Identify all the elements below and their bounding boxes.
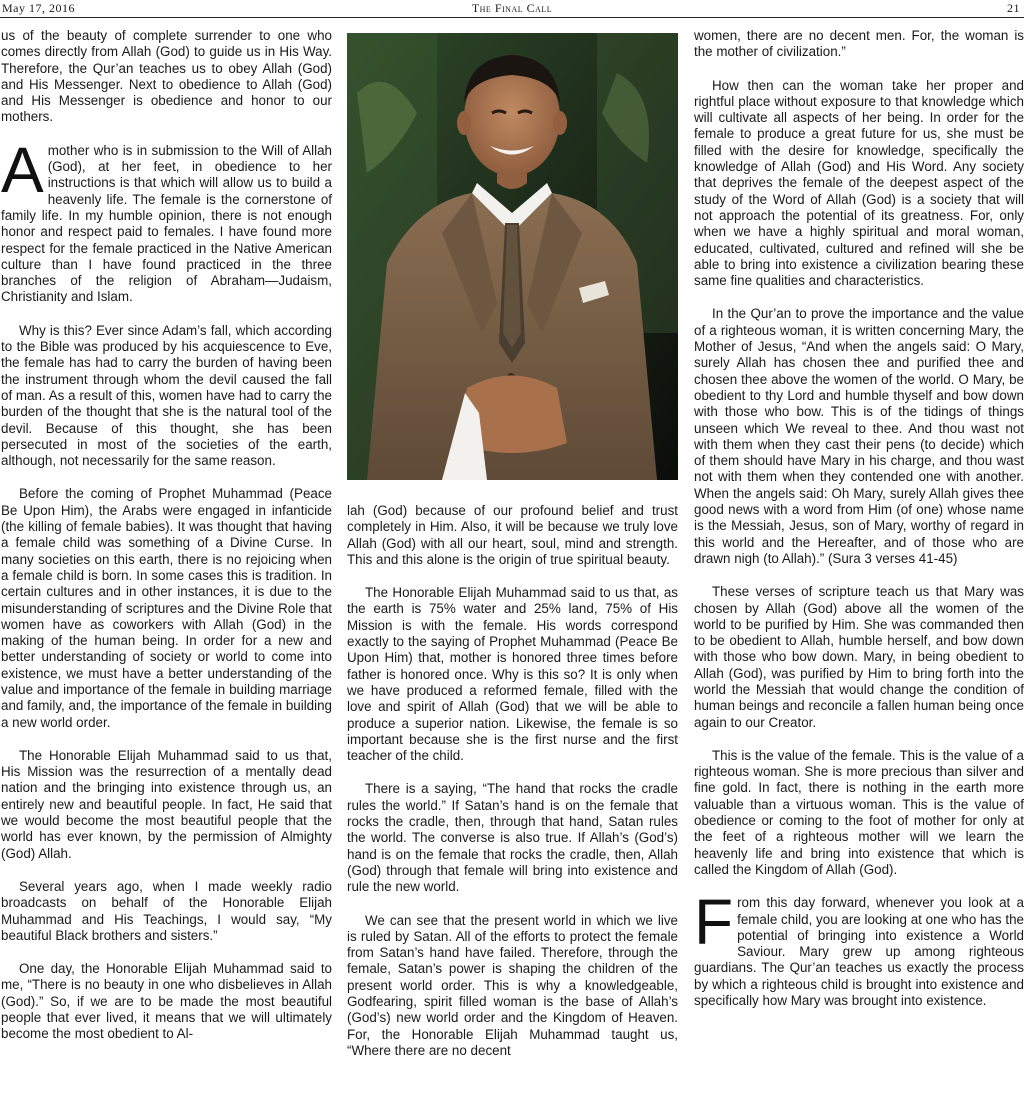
- paragraph: lah (God) because of our profound belief and trust completely in Him. Also, it will be because we truly love Allah (God) with all our heart, soul, mind and strength. This and this alone is the origin of true spiritual beauty.: [347, 503, 678, 567]
- paragraph: us of the beauty of complete surrender to one who comes directly from Allah (God) to guide us in His Way. Therefore, the Qur’an teaches us to obey Allah (God) and His Messenger. Next to obedience to Allah (God) and His Messenger is obedience and honor to our mothers.: [1, 28, 332, 125]
- issue-date: May 17, 2016: [2, 1, 75, 15]
- paragraph: We can see that the present world in which we live is ruled by Satan. All of the efforts to protect the female from Satan’s hand have failed. Therefore, through the female, Satan’s power is shaping the children of the present world order. This is why a knowledgeable, Godfearing, spirit filled woman is the base of Allah’s (God’s) new world order and the Kingdom of Heaven. For, the Honorable Elijah Muhammad taught us, “Where there are no decent: [347, 912, 678, 1058]
- paragraph: The Honorable Elijah Muhammad said to us that, as the earth is 75% water and 25% land, 75% of His Mission is with the female. His words correspond exactly to the saying of Prophet Muhammad (Peace Be Upon Him) that, mother is honored three times before father is honored once. Why is this so? It is only when we have produced a reformed female, filled with the love and spirit of Allah (God) that we will be able to produce a superior nation. Likewise, the female is so important because she is the first nurse and the first teacher of the child.: [347, 585, 678, 764]
- paragraph-dropcap: [694, 886, 1024, 1009]
- paragraph: The Honorable Elijah Muhammad said to us that, His Mission was the resurrection of a mentally dead nation and the bringing into existence through us, an entirely new and beautiful people. In fact, He said that we would become the most beautiful people that the world has ever known, by the permission of Almighty (God) Allah.: [1, 747, 332, 861]
- page-header: [0, 0, 1024, 18]
- article-column-2: [347, 503, 678, 1076]
- drop-cap: F: [694, 886, 734, 959]
- paragraph-dropcap: [1, 133, 332, 306]
- paragraph: In the Qur’an to prove the importance and the value of a righteous woman, it is written concerning Mary, the Mother of Jesus, “And when the angels said: O Mary, surely Allah has chosen thee and purified thee and chosen thee above the women of the world. O Mary, be obedient to thy Lord and humble thyself and bow down with those who bow. This is of the tidings of things unseen which We reveal to thee. And thou wast not with them when they cast their pens (to decide) which of them should have Mary in his charge, and thou wast not with them when they contended one with another. When the angels said: Oh Mary, surely Allah gives thee good news with a word from Him (of one) whose name is the Messiah, Jesus, son of Mary, worthy of regard in this world and the Hereafter, and of those who are drawn nigh (to Allah).” (Sura 3 verses 41-45): [694, 306, 1024, 566]
- paragraph: Before the coming of Prophet Muhammad (Peace Be Upon Him), the Arabs were engaged in infanticide (the killing of female babies). It was thought that having a female child was something of a Divine Curse. In many societies on this earth, there is no rejoicing when a female child is born. In some cases this is tradition. In certain cultures and in other instances, it is due to the misunderstanding of scriptures and the Divine Role that women have as coworkers with Allah (God) in the making of the human being. In order for a new and better understanding of society or world to come into existence, we must have a better understanding of the value and importance of the female in building marriage and family, and, the importance of the female in building a new world order.: [1, 486, 332, 730]
- drop-cap: A: [1, 133, 44, 206]
- article-column-1: [1, 28, 332, 1060]
- paragraph: These verses of scripture teach us that Mary was chosen by Allah (God) above all the women of the world to be purified by Him. She was commanded then to be obedient to Allah, humble herself, and bow down with those who bow down. Mary, in being obedient to Allah (God), was purified by Him to bring forth into the world the Messiah that would change the condition of human beings and reconcile a fallen human being once again to our Creator.: [694, 584, 1024, 730]
- page-number: 21: [1007, 1, 1020, 15]
- paragraph: women, there are no decent men. For, the woman is the mother of civilization.”: [694, 28, 1024, 60]
- paragraph-text: rom this day forward, whenever you look at a female child, you are looking at one who has the potential of bringing into existence a World Saviour. Mary grew up among righteous guardians. The Qur’an teaches us exactly the process by which a righteous child is brought into existence and specifically how Mary was brought into existence.: [694, 895, 1024, 1009]
- paragraph: Why is this? Ever since Adam’s fall, which according to the Bible was produced by his acquiescence to Eve, the female has had to carry the burden of having been the instrument through whom the devil caused the fall of man. As a result of this, women have had to carry the burden of the thought that she is the natural tool of the devil. Because of this thought, she has been persecuted in most of the societies of the earth, although, not necessarily for the same reason.: [1, 322, 332, 469]
- publication-name: The Final Call: [471, 1, 553, 15]
- paragraph-text: mother who is in submission to the Will of Allah (God), at her feet, in obedience to her instructions is that which will allow us to build a heavenly life. The female is the cornerstone of family life. In my humble opinion, there is not enough honor and respect paid to females. I have found more respect for the female practiced in the Native American culture than I have found practiced in the three branches of the religion of Abraham—Judaism, Christianity and Islam.: [1, 142, 332, 305]
- speaker-photo: [347, 33, 678, 480]
- paragraph: Several years ago, when I made weekly radio broadcasts on behalf of the Honorable Elijah Muhammad and His Teachings, I would say, “My beautiful Black brothers and sisters.”: [1, 878, 332, 943]
- paragraph: There is a saying, “The hand that rocks the cradle rules the world.” If Satan’s hand is on the female that rocks the cradle, then, through that hand, Satan rules the world. The converse is also true. If Allah’s (God’s) hand is on the female that rocks the cradle, then, Allah (God) through that female will bring into existence and rule the new world.: [347, 781, 678, 895]
- portrait-illustration: [347, 33, 678, 480]
- paragraph: How then can the woman take her proper and rightful place without exposure to that knowledge which will cultivate all aspects of her being. In order for the female to produce a great future for us, she must be filled with the desire for knowledge, specifically the knowledge of Allah (God) and His Word. Any society that deprives the female of the deepest aspect of the study of the Word of Allah (God) is a society that will not approach the potential of its greatness. For, only when we have a highly spiritual and moral woman, educated, cultivated, cultured and refined will she be able to bring into existence a civilization bearing these same fine qualities and characteristics.: [694, 77, 1024, 289]
- paragraph: One day, the Honorable Elijah Muhammad said to me, “There is no beauty in one who disbelieves in Allah (God).” So, if we are to be made the most beautiful people that ever lived, it means that we will ultimately become the most obedient to Al-: [1, 961, 332, 1042]
- paragraph: This is the value of the female. This is the value of a righteous woman. She is more precious than silver and fine gold. In fact, there is nothing in the earth more valuable than a virtuous woman. This is the value of obedience or coming to the foot of mother for only at the feet of a righteous mother will we learn the heavenly life and bring into existence that which is called the Kingdom of Allah (God).: [694, 747, 1024, 877]
- article-column-3: [694, 28, 1024, 1026]
